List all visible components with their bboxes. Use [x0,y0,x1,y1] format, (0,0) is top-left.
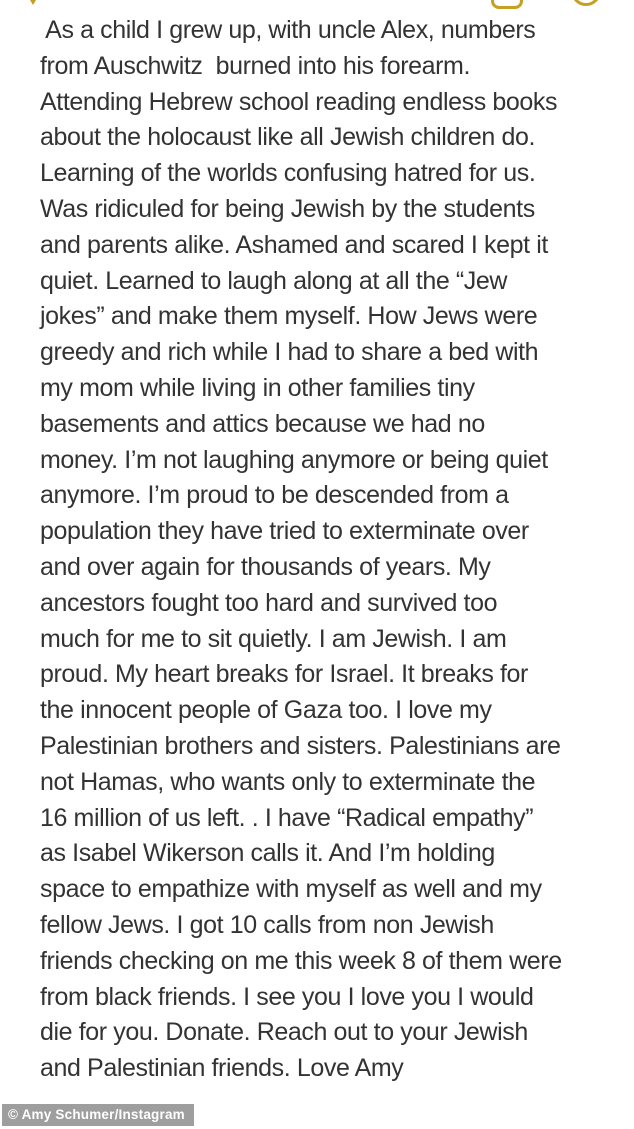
text-line: anymore. I’m proud to be descended from a [40,481,509,510]
circle-icon[interactable] [571,0,601,6]
text-line: and parents alike. Ashamed and scared I kept it [40,230,548,259]
share-arrow-icon[interactable] [27,0,39,5]
text-line: 16 million of us left. . I have “Radical empathy” [40,803,534,832]
text-line: greedy and rich while I had to share a bed with [40,338,539,367]
text-line: much for me to sit quietly. I am Jewish. I am [40,624,507,653]
text-line: Attending Hebrew school reading endless books [40,87,558,116]
text-line: and Palestinian friends. Love Amy [40,1054,404,1083]
text-line: population they have tried to exterminate over [40,517,529,546]
text-line: Learning of the worlds confusing hatred for us. [40,159,536,188]
text-line: not Hamas, who wants only to exterminate the [40,767,536,796]
text-line: from black friends. I see you I love you I would [40,982,534,1011]
text-line: my mom while living in other families tiny [40,373,475,402]
story-text [0,13,634,1087]
text-line: jokes” and make them myself. How Jews were [40,302,538,331]
text-line: fellow Jews. I got 10 calls from non Jewish [40,910,494,939]
text-line: from Auschwitz burned into his forearm. [40,51,471,80]
text-line: about the holocaust like all Jewish children do. [40,123,535,152]
text-line: friends checking on me this week 8 of them were [40,946,562,975]
text-line: and over again for thousands of years. My [40,552,491,581]
text-line: space to empathize with myself as well and my [40,875,542,904]
text-line: die for you. Donate. Reach out to your Jewish [40,1018,528,1047]
text-line: Was ridiculed for being Jewish by the students [40,194,535,223]
text-line: as Isabel Wikerson calls it. And I’m holding [40,839,495,868]
text-line: basements and attics because we had no [40,409,485,438]
text-line: Palestinian brothers and sisters. Palestinians are [40,731,561,760]
text-line: As a child I grew up, with uncle Alex, numbers [40,16,536,44]
text-line: quiet. Learned to laugh along at all the “Jew [40,266,508,295]
text-line: money. I’m not laughing anymore or being quiet [40,445,548,474]
credit-watermark: © Amy Schumer/Instagram [2,1104,194,1126]
square-frame-icon[interactable] [491,0,523,9]
text-line: the innocent people of Gaza too. I love my [40,696,492,725]
text-line: ancestors fought too hard and survived too [40,588,498,617]
text-line: proud. My heart breaks for Israel. It breaks for [40,660,528,689]
